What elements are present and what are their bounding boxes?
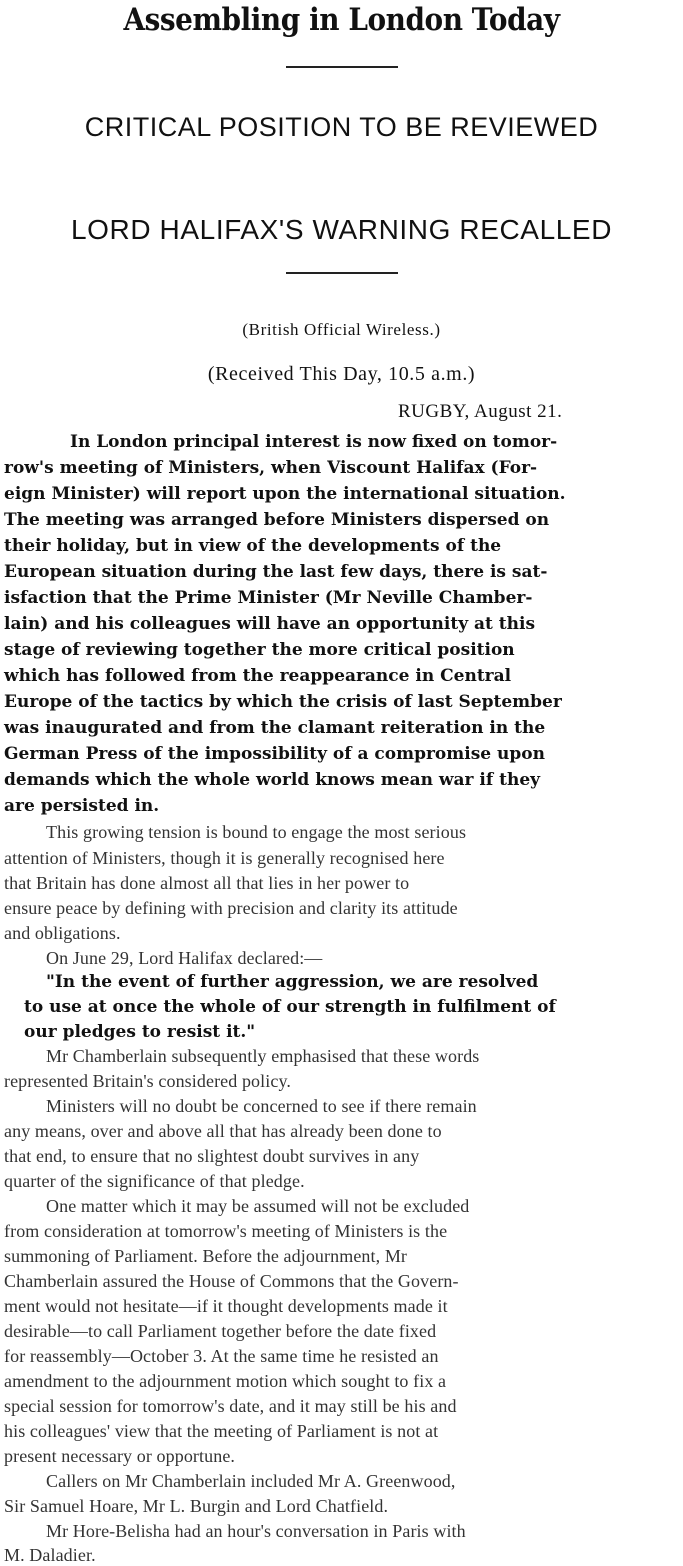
paragraph-line: Callers on Mr Chamberlain included Mr A. Greenwood, xyxy=(46,1471,456,1491)
paragraph-line: German Press of the impossibility of a compromise upon xyxy=(4,744,545,764)
paragraph-line: On June 29, Lord Halifax declared:— xyxy=(46,948,323,968)
paragraph-line: summoning of Parliament. Before the adjournment, Mr xyxy=(4,1246,408,1266)
paragraph-line: Mr Chamberlain subsequently emphasised that these words xyxy=(46,1046,480,1066)
paragraph-line: isfaction that the Prime Minister (Mr Neville Chamber- xyxy=(4,588,533,608)
paragraph-line: This growing tension is bound to engage the most serious xyxy=(46,822,467,842)
paragraph-line: special session for tomorrow's date, and it may still be his and xyxy=(4,1396,457,1416)
subheadline-critical-position: CRITICAL POSITION TO BE REVIEWED xyxy=(84,112,599,142)
paragraph-line: Ministers will no doubt be concerned to see if there remain xyxy=(46,1096,477,1116)
paragraph-line: Sir Samuel Hoare, Mr L. Burgin and Lord Chatfield. xyxy=(4,1496,389,1516)
headline-rule-1 xyxy=(286,66,398,68)
paragraph-line: eign Minister) will report upon the international situation. xyxy=(4,484,566,504)
headline: Assembling in London Today xyxy=(123,2,560,38)
paragraph-line: their holiday, but in view of the developments of the xyxy=(4,536,502,556)
quote-line: to use at once the whole of our strength in fulfilment of xyxy=(24,997,556,1017)
paragraph-line: Mr Hore-Belisha had an hour's conversation in Paris with xyxy=(46,1521,466,1541)
paragraph-line: desirable—to call Parliament together before the date fixed xyxy=(4,1321,437,1341)
paragraph-line: Europe of the tactics by which the crisis of last September xyxy=(4,692,562,712)
paragraph-line: ment would not hesitate—if it thought developments made it xyxy=(4,1296,448,1316)
paragraph-line: for reassembly—October 3. At the same time he resisted an xyxy=(4,1346,439,1366)
paragraph-line: any means, over and above all that has already been done to xyxy=(4,1121,442,1141)
paragraph-line: was inaugurated and from the clamant reiteration in the xyxy=(4,718,546,738)
paragraph-line: that Britain has done almost all that lies in her power to xyxy=(4,873,410,893)
paragraph-line: Chamberlain assured the House of Commons that the Govern- xyxy=(4,1271,459,1291)
paragraph-line: present necessary or opportune. xyxy=(4,1446,236,1466)
paragraph-line: ensure peace by defining with precision and clarity its attitude xyxy=(4,898,458,918)
dateline: RUGBY, August 21. xyxy=(398,401,563,422)
wire-credit: (British Official Wireless.) xyxy=(242,320,441,339)
paragraph-line: One matter which it may be assumed will not be excluded xyxy=(46,1196,470,1216)
paragraph-line: demands which the whole world knows mean war if they xyxy=(4,770,541,790)
paragraph-line: quarter of the significance of that pledge. xyxy=(4,1171,305,1191)
quote-line: our pledges to resist it." xyxy=(24,1022,256,1042)
paragraph-line: In London principal interest is now fixed on tomor- xyxy=(70,432,558,452)
headline-rule-2 xyxy=(286,272,398,274)
paragraph-line: row's meeting of Ministers, when Viscount Halifax (For- xyxy=(4,458,538,478)
paragraph-line: are persisted in. xyxy=(4,796,160,816)
paragraph-line: European situation during the last few days, there is sat- xyxy=(4,562,548,582)
paragraph-line: and obligations. xyxy=(4,923,121,943)
received-time: (Received This Day, 10.5 a.m.) xyxy=(207,363,476,385)
paragraph-line: The meeting was arranged before Ministers dispersed on xyxy=(4,510,550,530)
paragraph-line: lain) and his colleagues will have an opportunity at this xyxy=(4,614,536,634)
paragraph-line: represented Britain's considered policy. xyxy=(4,1071,291,1091)
paragraph-line: from consideration at tomorrow's meeting of Ministers is the xyxy=(4,1221,448,1241)
quote-line: "In the event of further aggression, we are resolved xyxy=(46,972,539,992)
paragraph-line: attention of Ministers, though it is generally recognised here xyxy=(4,848,445,868)
paragraph-line: that end, to ensure that no slightest doubt survives in any xyxy=(4,1146,420,1166)
paragraph-line: M. Daladier. xyxy=(4,1545,96,1565)
subheadline-halifax-warning: LORD HALIFAX'S WARNING RECALLED xyxy=(70,214,613,245)
paragraph-line: which has followed from the reappearance in Central xyxy=(4,666,512,686)
paragraph-line: his colleagues' view that the meeting of Parliament is not at xyxy=(4,1421,439,1441)
paragraph-line: stage of reviewing together the more critical position xyxy=(4,640,515,660)
paragraph-line: amendment to the adjournment motion which sought to fix a xyxy=(4,1371,447,1391)
